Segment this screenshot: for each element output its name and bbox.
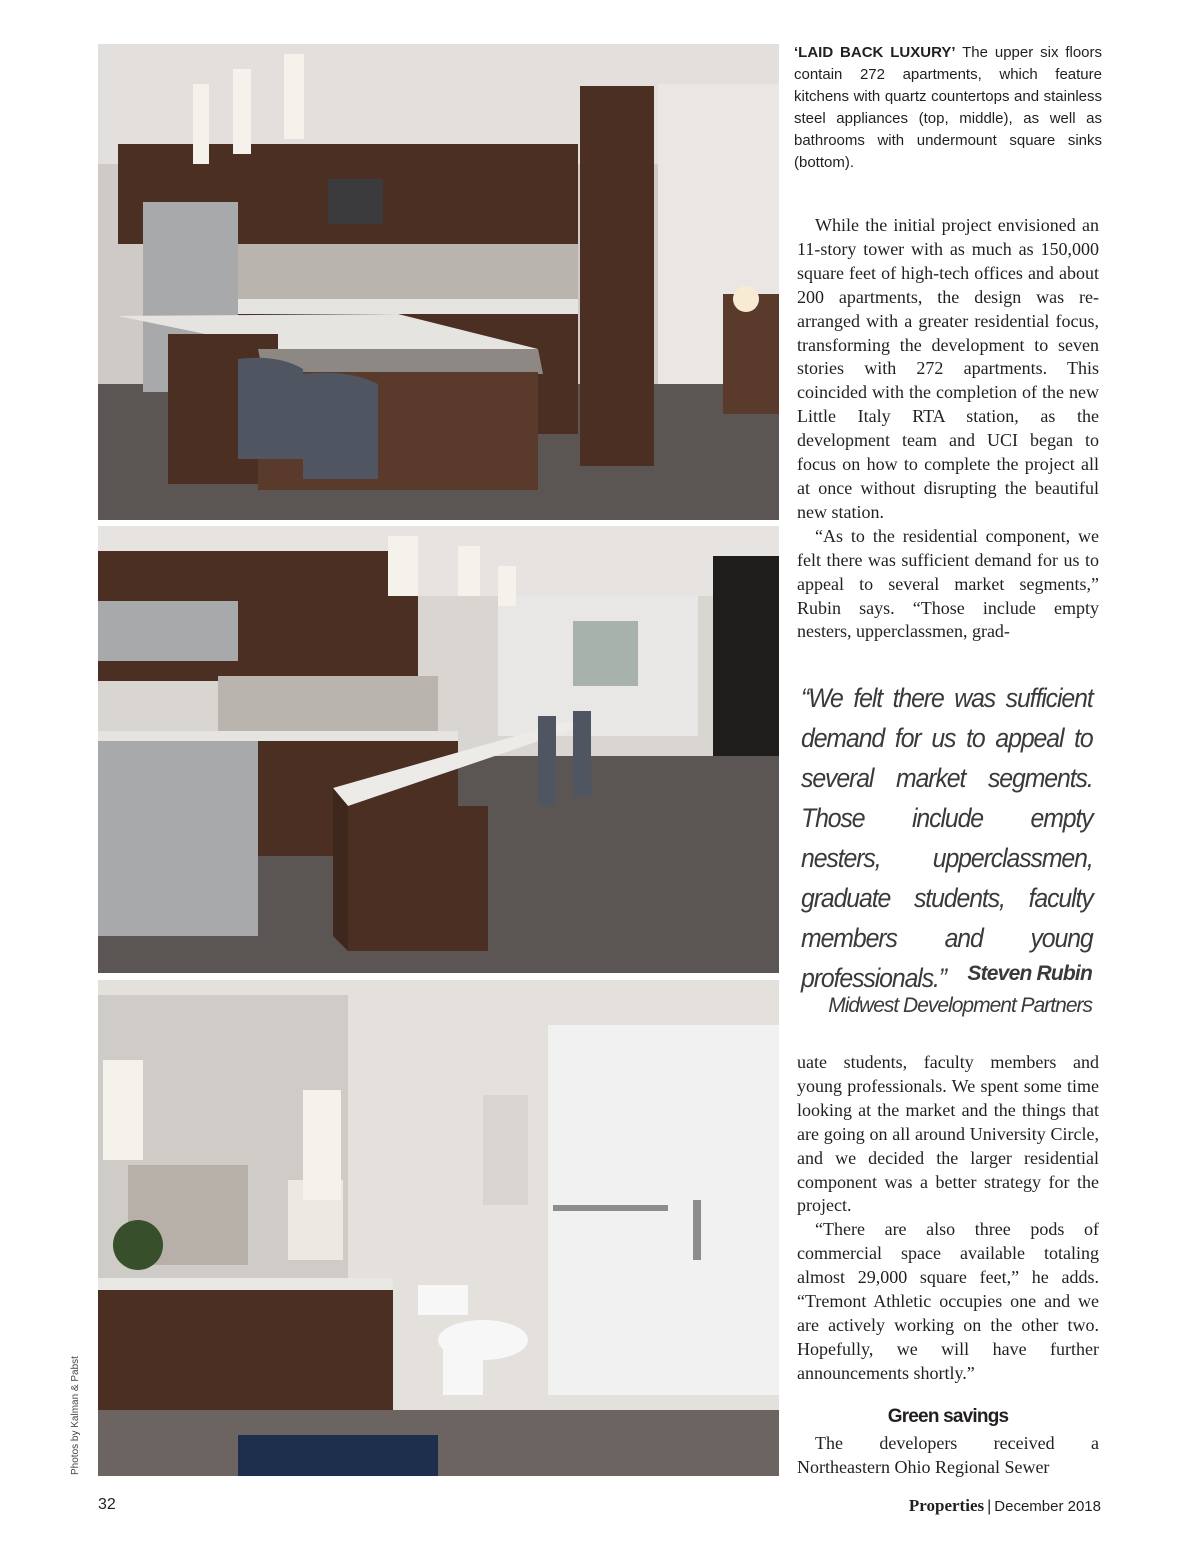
issue-date: December 2018 xyxy=(994,1498,1101,1515)
article-paragraph-1: While the initial project envisioned an 11-story tower with as much as 150,000 square feet of high-tech offices and about 200 apartments, the design was re-arranged with a greater residential focus, transforming the development to seven stories with 272 apartments. This coincided with the completion of the new Little Italy RTA station, as the development team and UCI began to focus on how to complete the project all at once without disrupting the beautiful new station. xyxy=(797,215,1099,522)
article-column-top xyxy=(797,214,1099,644)
magazine-name: Properties xyxy=(908,1496,985,1515)
photo-caption xyxy=(794,42,1102,174)
photo-credit: Photos by Kalman & Pabst xyxy=(70,1356,81,1475)
pull-quote-name: Steven Rubin xyxy=(967,962,1092,985)
footer-separator: | xyxy=(987,1498,992,1515)
caption-text: The upper six floors contain 272 apartments, which feature kitchens with quartz countertops and stainless steel appliances (top, middle), as well as bathrooms with undermount square sinks (bottom). xyxy=(794,44,1102,171)
pull-quote: “We felt there was sufficient demand for us to appeal to several market segments. Those include empty nesters, upperclassmen, graduate students, faculty members and young professionals.” xyxy=(801,683,1093,993)
caption-lead: ‘LAID BACK LUXURY’ xyxy=(794,44,956,61)
article-column-green xyxy=(797,1432,1099,1480)
article-paragraph-2-start: “As to the residential component, we felt there was sufficient demand for us to appeal to several market segments,” Rubin says. “Those include empty nesters, upperclassmen, grad- xyxy=(797,525,1099,642)
photo-kitchen-top xyxy=(98,44,779,520)
article-paragraph-2-end: uate students, faculty members and young professionals. We spent some time looking at the market and the things that are going on all around University Circle, and we decided the larger residential component was a better strategy for the project. xyxy=(797,1052,1099,1216)
article-paragraph-3: “There are also three pods of commercial space available totaling almost 29,000 square feet,” he adds. “Tremont Athletic occupies one and we are actively working on the other two. Hopefully, we will have further announcements shortly.” xyxy=(797,1219,1099,1383)
photo-kitchen-middle xyxy=(98,526,779,973)
kitchen-top-illustration xyxy=(98,44,779,520)
page-number: 32 xyxy=(98,1496,116,1513)
kitchen-middle-illustration xyxy=(98,526,779,973)
magazine-footer xyxy=(909,1496,1101,1516)
pull-quote-organization: Midwest Development Partners xyxy=(828,994,1092,1017)
bathroom-illustration xyxy=(98,980,779,1476)
article-column-bottom xyxy=(797,1051,1099,1386)
article-paragraph-4: The developers received a Northeastern Ohio Regional Sewer xyxy=(797,1433,1099,1477)
section-subhead: Green savings xyxy=(887,1406,1009,1427)
photo-bathroom xyxy=(98,980,779,1476)
